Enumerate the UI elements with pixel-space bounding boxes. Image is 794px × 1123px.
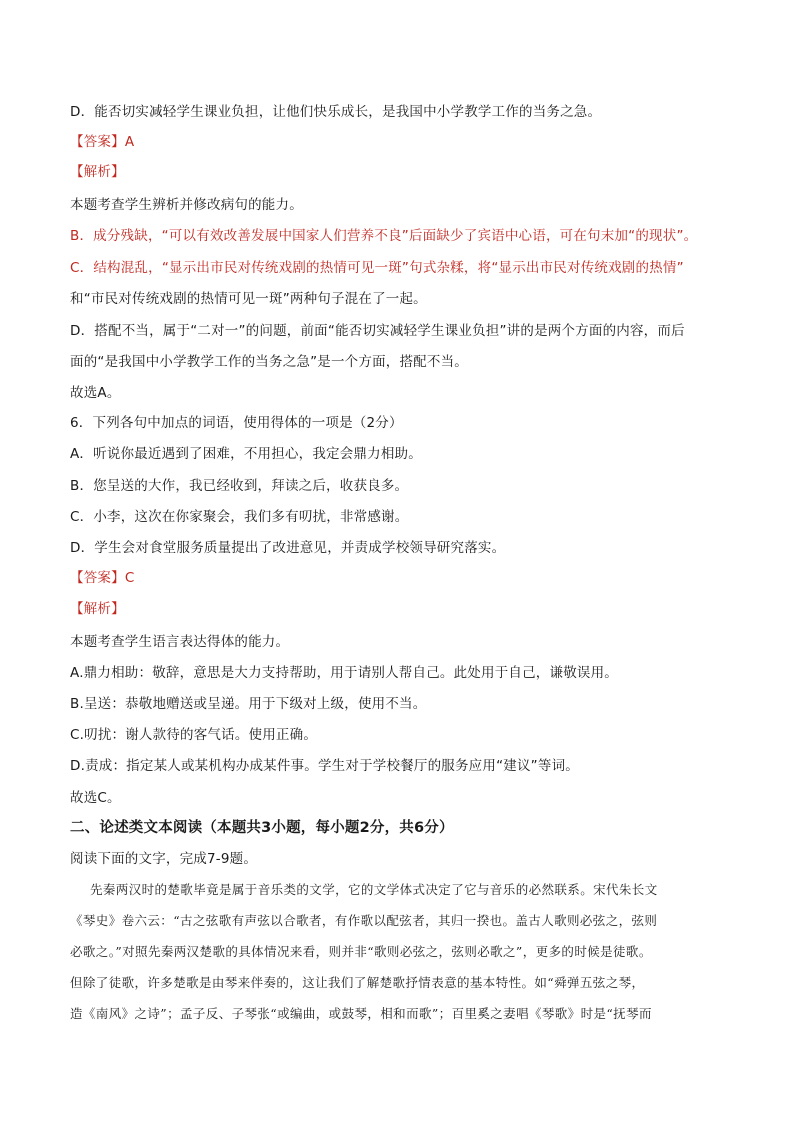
passage-line-5: 造《南风》之诗”；孟子反、子琴张“或编曲，或鼓琴，相和而歌”；百里奚之妻唱《琴歌》时是“抚琴而 xyxy=(70,1006,652,1021)
answer-value: C xyxy=(124,570,135,586)
passage-line-3: 必歌之。”对照先秦两汉楚歌的具体情况来看，则并非“歌则必弦之，弦则必歌之”，更多的时候是徒歌。 xyxy=(70,944,652,959)
q6-analysis-d: D.责成：指定某人或某机构办成某件事。学生对于学校餐厅的服务应用“建议”等词。 xyxy=(70,758,579,774)
q6-option-d: D．学生会对食堂服务质量提出了改进意见，并责成学校领导研究落实。 xyxy=(70,540,506,556)
analysis-label: 【解析】 xyxy=(70,164,125,180)
q6-intro: 本题考查学生语言表达得体的能力。 xyxy=(70,634,290,650)
answer-label: 【答案】 xyxy=(70,134,125,150)
q5-analysis-d-line2: 面的“是我国中小学教学工作的当务之急”是一个方面，搭配不当。 xyxy=(70,354,468,370)
q5-conclusion: 故选A。 xyxy=(70,385,121,401)
q6-option-a: A．听说你最近遇到了困难，不用担心，我定会鼎力相助。 xyxy=(70,446,422,462)
answer-label: 【答案】 xyxy=(70,570,125,586)
passage-line-1: 先秦两汉时的楚歌毕竟是属于音乐类的文学，它的文学体式决定了它与音乐的必然联系。宋代朱长文 xyxy=(90,882,658,897)
q6-answer xyxy=(70,569,134,587)
q6-analysis-c: C.叨扰：谢人款待的客气话。使用正确。 xyxy=(70,727,318,743)
section-heading: 二、论述类文本阅读（本题共3小题，每小题2分，共6分） xyxy=(70,820,454,836)
q6-option-c: C．小李，这次在你家聚会，我们多有叨扰，非常感谢。 xyxy=(70,509,409,525)
q6-option-b: B．您呈送的大作，我已经收到，拜读之后，收获良多。 xyxy=(70,478,409,494)
q5-analysis-d-line1: D．搭配不当，属于“二对一”的问题，前面“能否切实减轻学生课业负担”讲的是两个方面的内容，而后 xyxy=(70,323,685,339)
analysis-label: 【解析】 xyxy=(70,601,125,617)
q5-analysis-label xyxy=(70,163,125,181)
q5-analysis-c-line1: C．结构混乱，“显示出市民对传统戏剧的热情可见一斑”句式杂糅，将“显示出市民对传统戏剧的热情” xyxy=(70,260,684,276)
q5-option-d: D．能否切实减轻学生课业负担，让他们快乐成长，是我国中小学教学工作的当务之急。 xyxy=(70,104,602,120)
q6-analysis-b: B.呈送：恭敬地赠送或呈递。用于下级对上级，使用不当。 xyxy=(70,696,427,712)
q6-analysis-label xyxy=(70,600,125,618)
q6-conclusion: 故选C。 xyxy=(70,790,121,806)
q5-intro: 本题考查学生辨析并修改病句的能力。 xyxy=(70,197,303,213)
q5-analysis-c-line2: 和“市民对传统戏剧的热情可见一斑”两种句子混在了一起。 xyxy=(70,291,427,307)
passage-line-2: 《琴史》卷六云：“古之弦歌有声弦以合歌者，有作歌以配弦者，其归一揆也。盖古人歌则必弦之，弦则 xyxy=(70,913,658,928)
q5-answer xyxy=(70,133,134,151)
reading-instruction: 阅读下面的文字，完成7-9题。 xyxy=(70,851,258,867)
answer-value: A xyxy=(124,134,135,150)
q6-stem: 6．下列各句中加点的词语，使用得体的一项是（2分） xyxy=(70,415,403,431)
passage-line-4: 但除了徒歌，许多楚歌是由琴来伴奏的，这让我们了解楚歌抒情表意的基本特性。如“舜弹五弦之琴， xyxy=(70,975,645,990)
q5-analysis-b: B．成分残缺，“可以有效改善发展中国家人们营养不良”后面缺少了宾语中心语，可在句末加“的现状”。 xyxy=(70,228,698,244)
q6-analysis-a: A.鼎力相助：敬辞，意思是大力支持帮助，用于请别人帮自己。此处用于自己，谦敬误用。 xyxy=(70,665,618,681)
